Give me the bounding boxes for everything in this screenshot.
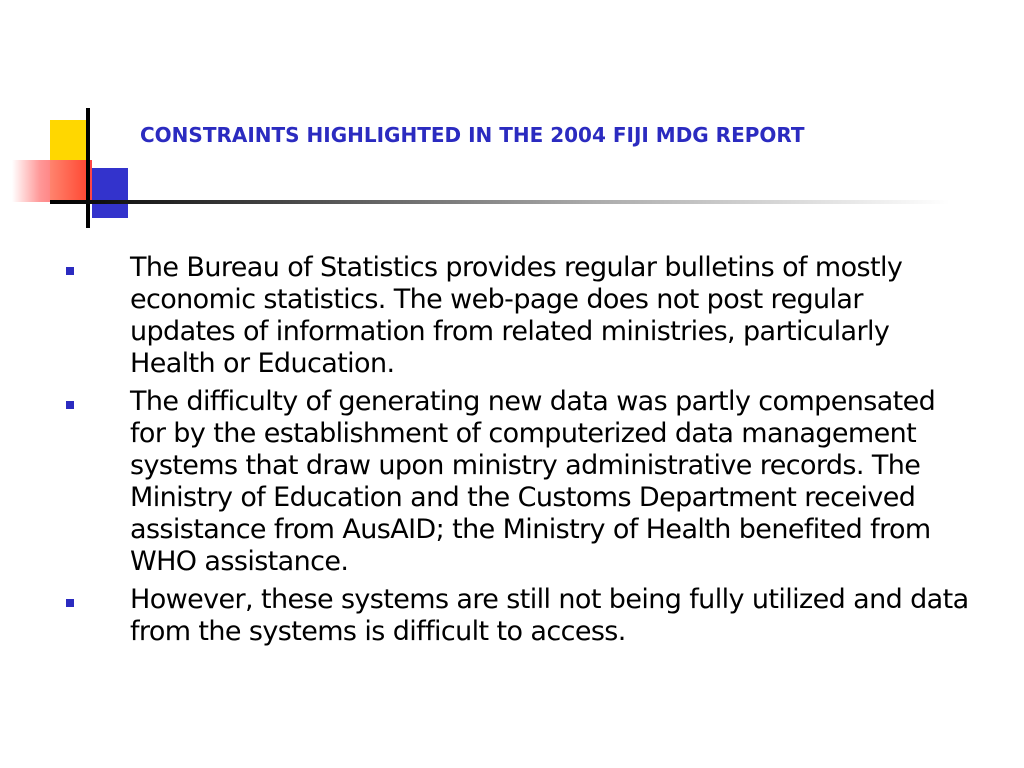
bullet-text: The difficulty of generating new data was partly compensated for by the establishment of computerized data management systems that draw upon ministry administrative records. The Ministry of Education and the Customs Department received assistance from AusAID; the Ministry of Health benefited from WHO assistance. bbox=[130, 386, 936, 577]
bullet-item bbox=[60, 584, 970, 648]
bullet-item bbox=[60, 386, 970, 578]
bullet-square-icon bbox=[66, 401, 74, 409]
bullet-square-icon bbox=[66, 267, 74, 275]
logo-blue-square bbox=[92, 168, 128, 218]
logo-red-bar bbox=[12, 160, 92, 202]
title-underline bbox=[50, 200, 950, 204]
bullet-text: The Bureau of Statistics provides regular bulletins of mostly economic statistics. The web-page does not post regular updates of information from related ministries, particularly Health or Education. bbox=[130, 252, 903, 379]
slide-title: CONSTRAINTS HIGHLIGHTED IN THE 2004 FIJI MDG REPORT bbox=[140, 123, 805, 147]
logo-vertical-line bbox=[86, 108, 90, 228]
bullet-item bbox=[60, 252, 970, 380]
bullet-text: However, these systems are still not being fully utilized and data from the systems is difficult to access. bbox=[130, 584, 969, 647]
bullet-square-icon bbox=[66, 599, 74, 607]
bullet-list bbox=[60, 252, 970, 654]
